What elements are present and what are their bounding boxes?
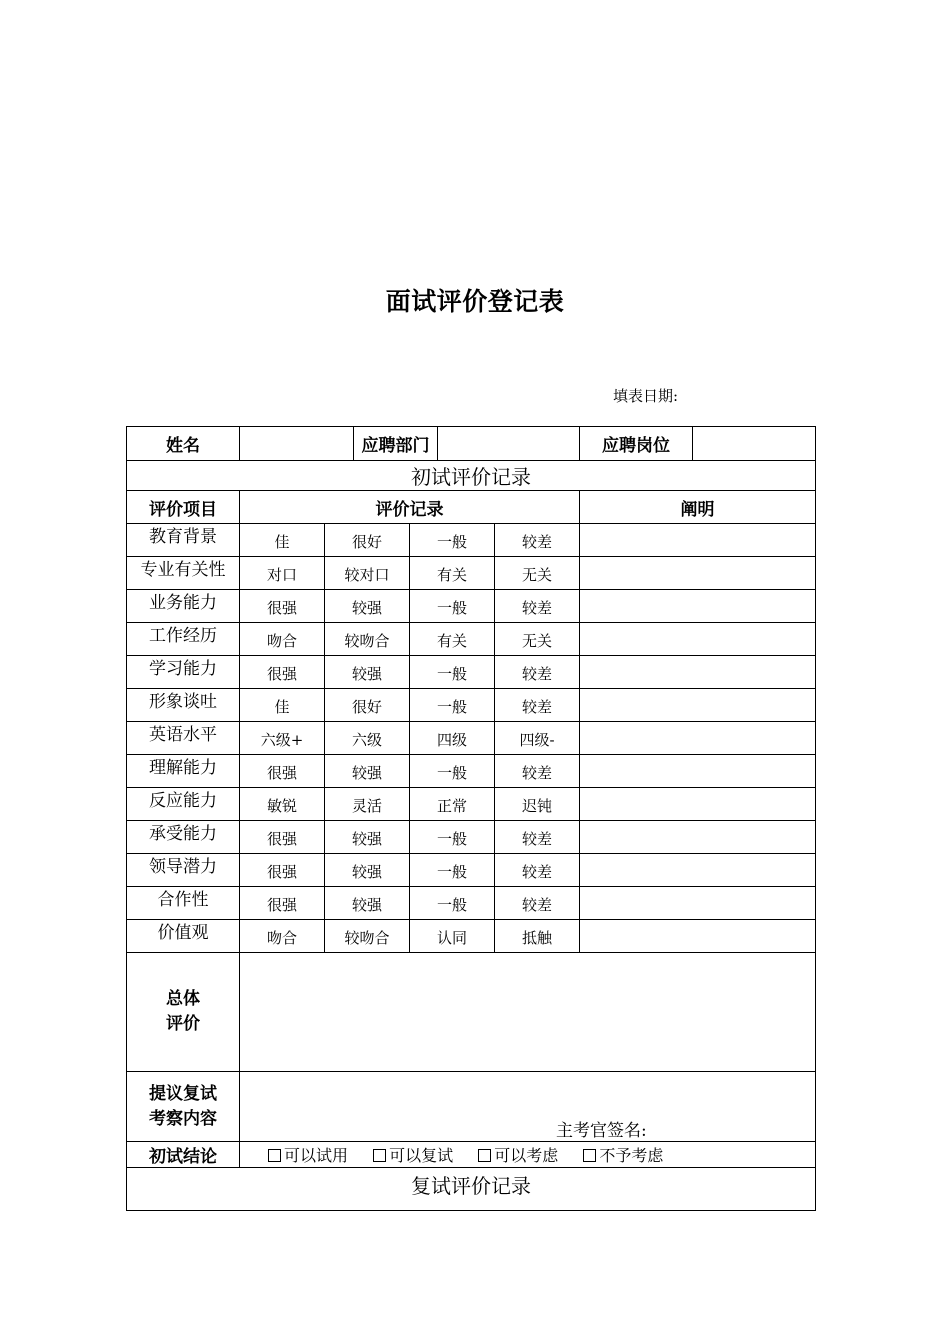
evaluation-option[interactable]: 佳 — [240, 689, 325, 722]
evaluation-row — [127, 623, 816, 656]
choice-trial-label: 可以试用 — [284, 1146, 349, 1165]
choice-reject[interactable] — [583, 1143, 663, 1166]
evaluation-option[interactable]: 一般 — [410, 821, 495, 854]
evaluation-option[interactable]: 灵活 — [325, 788, 410, 821]
evaluation-option[interactable]: 很好 — [325, 524, 410, 557]
evaluation-option[interactable]: 较强 — [325, 821, 410, 854]
evaluation-item-label: 学习能力 — [127, 656, 240, 689]
first-round-title: 初试评价记录 — [127, 461, 816, 491]
choice-retest[interactable] — [373, 1143, 453, 1166]
checkbox-icon[interactable] — [478, 1149, 491, 1162]
evaluation-item-label: 工作经历 — [127, 623, 240, 656]
evaluation-note-field[interactable] — [580, 557, 816, 590]
checkbox-icon[interactable] — [373, 1149, 386, 1162]
evaluation-option[interactable]: 一般 — [410, 656, 495, 689]
choice-retest-label: 可以复试 — [389, 1146, 454, 1165]
evaluation-note-field[interactable] — [580, 755, 816, 788]
evaluation-option[interactable]: 较差 — [495, 821, 580, 854]
choice-reject-label: 不予考虑 — [599, 1146, 664, 1165]
evaluation-row — [127, 590, 816, 623]
evaluation-option[interactable]: 迟钝 — [495, 788, 580, 821]
evaluation-item-label: 教育背景 — [127, 524, 240, 557]
evaluation-row — [127, 920, 816, 953]
department-label: 应聘部门 — [354, 427, 438, 461]
evaluation-note-field[interactable] — [580, 722, 816, 755]
evaluation-note-field[interactable] — [580, 854, 816, 887]
choice-trial[interactable] — [268, 1143, 348, 1166]
evaluation-option[interactable]: 较强 — [325, 854, 410, 887]
conclusion-label: 初试结论 — [127, 1142, 240, 1168]
choice-consider[interactable] — [478, 1143, 558, 1166]
evaluation-option[interactable]: 有关 — [410, 623, 495, 656]
evaluation-option[interactable]: 较吻合 — [325, 920, 410, 953]
evaluation-note-field[interactable] — [580, 788, 816, 821]
evaluation-option[interactable]: 较强 — [325, 590, 410, 623]
retest-row — [127, 1072, 816, 1142]
evaluation-note-field[interactable] — [580, 590, 816, 623]
choice-consider-label: 可以考虑 — [494, 1146, 559, 1165]
evaluation-note-field[interactable] — [580, 689, 816, 722]
retest-label-line1: 提议复试 — [149, 1083, 217, 1104]
evaluation-note-field[interactable] — [580, 887, 816, 920]
evaluation-option[interactable]: 很强 — [240, 887, 325, 920]
evaluation-option[interactable]: 很强 — [240, 656, 325, 689]
evaluation-option[interactable]: 较差 — [495, 854, 580, 887]
column-record-header: 评价记录 — [240, 491, 580, 524]
overall-label-line2: 评价 — [166, 1014, 200, 1034]
evaluation-option[interactable]: 一般 — [410, 689, 495, 722]
checkbox-icon[interactable] — [268, 1149, 281, 1162]
evaluation-option[interactable]: 四级- — [495, 722, 580, 755]
evaluation-option[interactable]: 一般 — [410, 524, 495, 557]
fill-date-label: 填表日期: — [613, 387, 679, 405]
evaluation-option[interactable]: 六级+ — [240, 722, 325, 755]
evaluation-note-field[interactable] — [580, 656, 816, 689]
evaluation-option[interactable]: 较强 — [325, 656, 410, 689]
conclusion-row — [127, 1142, 816, 1168]
evaluation-item-label: 专业有关性 — [127, 557, 240, 590]
position-label: 应聘岗位 — [580, 427, 693, 461]
evaluation-row — [127, 557, 816, 590]
second-round-title: 复试评价记录 — [127, 1168, 816, 1211]
overall-row — [127, 953, 816, 1072]
retest-field[interactable] — [240, 1072, 816, 1142]
evaluation-item-label: 承受能力 — [127, 821, 240, 854]
evaluation-option[interactable]: 吻合 — [240, 920, 325, 953]
name-label: 姓名 — [127, 427, 240, 461]
evaluation-row — [127, 755, 816, 788]
evaluation-item-label: 业务能力 — [127, 590, 240, 623]
overall-field[interactable] — [240, 953, 816, 1072]
evaluation-option[interactable]: 无关 — [495, 623, 580, 656]
evaluation-row — [127, 887, 816, 920]
evaluation-option[interactable]: 较差 — [495, 656, 580, 689]
evaluation-option[interactable]: 敏锐 — [240, 788, 325, 821]
evaluation-option[interactable]: 六级 — [325, 722, 410, 755]
evaluation-option[interactable]: 一般 — [410, 755, 495, 788]
evaluation-option[interactable]: 一般 — [410, 590, 495, 623]
evaluation-option[interactable]: 有关 — [410, 557, 495, 590]
evaluation-option[interactable]: 对口 — [240, 557, 325, 590]
evaluation-row — [127, 689, 816, 722]
evaluation-option[interactable]: 很强 — [240, 590, 325, 623]
evaluation-option[interactable]: 正常 — [410, 788, 495, 821]
evaluation-row — [127, 854, 816, 887]
evaluation-item-label: 理解能力 — [127, 755, 240, 788]
second-round-title-row — [127, 1168, 816, 1211]
evaluation-row — [127, 722, 816, 755]
evaluation-row — [127, 524, 816, 557]
evaluation-rows — [127, 524, 816, 953]
evaluation-option[interactable]: 较差 — [495, 590, 580, 623]
retest-label — [127, 1072, 240, 1142]
column-header-row — [127, 491, 816, 524]
column-note-header: 阐明 — [580, 491, 816, 524]
evaluation-option[interactable]: 较差 — [495, 755, 580, 788]
overall-label-line1: 总体 — [166, 989, 200, 1009]
evaluation-item-label: 价值观 — [127, 920, 240, 953]
evaluation-item-label: 英语水平 — [127, 722, 240, 755]
page-title: 面试评价登记表 — [385, 287, 565, 316]
evaluation-option[interactable]: 很强 — [240, 821, 325, 854]
evaluation-row — [127, 788, 816, 821]
evaluation-row — [127, 656, 816, 689]
evaluation-note-field[interactable] — [580, 821, 816, 854]
checkbox-icon[interactable] — [583, 1149, 596, 1162]
interview-form-table — [126, 426, 816, 1211]
evaluation-item-label: 反应能力 — [127, 788, 240, 821]
evaluation-option[interactable]: 较对口 — [325, 557, 410, 590]
evaluation-option[interactable]: 很好 — [325, 689, 410, 722]
column-item-header: 评价项目 — [127, 491, 240, 524]
evaluation-option[interactable]: 认同 — [410, 920, 495, 953]
evaluation-item-label: 合作性 — [127, 887, 240, 920]
evaluation-option[interactable]: 较强 — [325, 887, 410, 920]
evaluation-option[interactable]: 较差 — [495, 689, 580, 722]
first-round-title-row — [127, 461, 816, 491]
evaluation-option[interactable]: 很强 — [240, 755, 325, 788]
evaluation-option[interactable]: 很强 — [240, 854, 325, 887]
evaluation-option[interactable]: 一般 — [410, 854, 495, 887]
evaluation-item-label: 领导潜力 — [127, 854, 240, 887]
evaluation-option[interactable]: 一般 — [410, 887, 495, 920]
evaluation-option[interactable]: 佳 — [240, 524, 325, 557]
evaluation-note-field[interactable] — [580, 920, 816, 953]
name-field[interactable] — [240, 427, 354, 461]
evaluation-row — [127, 821, 816, 854]
evaluation-option[interactable]: 较强 — [325, 755, 410, 788]
header-row — [127, 427, 816, 461]
evaluation-option[interactable]: 四级 — [410, 722, 495, 755]
evaluation-item-label: 形象谈吐 — [127, 689, 240, 722]
evaluation-note-field[interactable] — [580, 623, 816, 656]
evaluation-option[interactable]: 较吻合 — [325, 623, 410, 656]
evaluation-option[interactable]: 较差 — [495, 524, 580, 557]
evaluation-option[interactable]: 无关 — [495, 557, 580, 590]
overall-label — [127, 953, 240, 1072]
evaluation-note-field[interactable] — [580, 524, 816, 557]
evaluation-option[interactable]: 较差 — [495, 887, 580, 920]
evaluation-option[interactable]: 抵触 — [495, 920, 580, 953]
position-field[interactable] — [693, 427, 816, 461]
retest-label-line2: 考察内容 — [149, 1108, 217, 1129]
examiner-sign-label: 主考官签名: — [556, 1121, 647, 1141]
conclusion-choices — [240, 1142, 816, 1168]
department-field[interactable] — [438, 427, 580, 461]
evaluation-option[interactable]: 吻合 — [240, 623, 325, 656]
